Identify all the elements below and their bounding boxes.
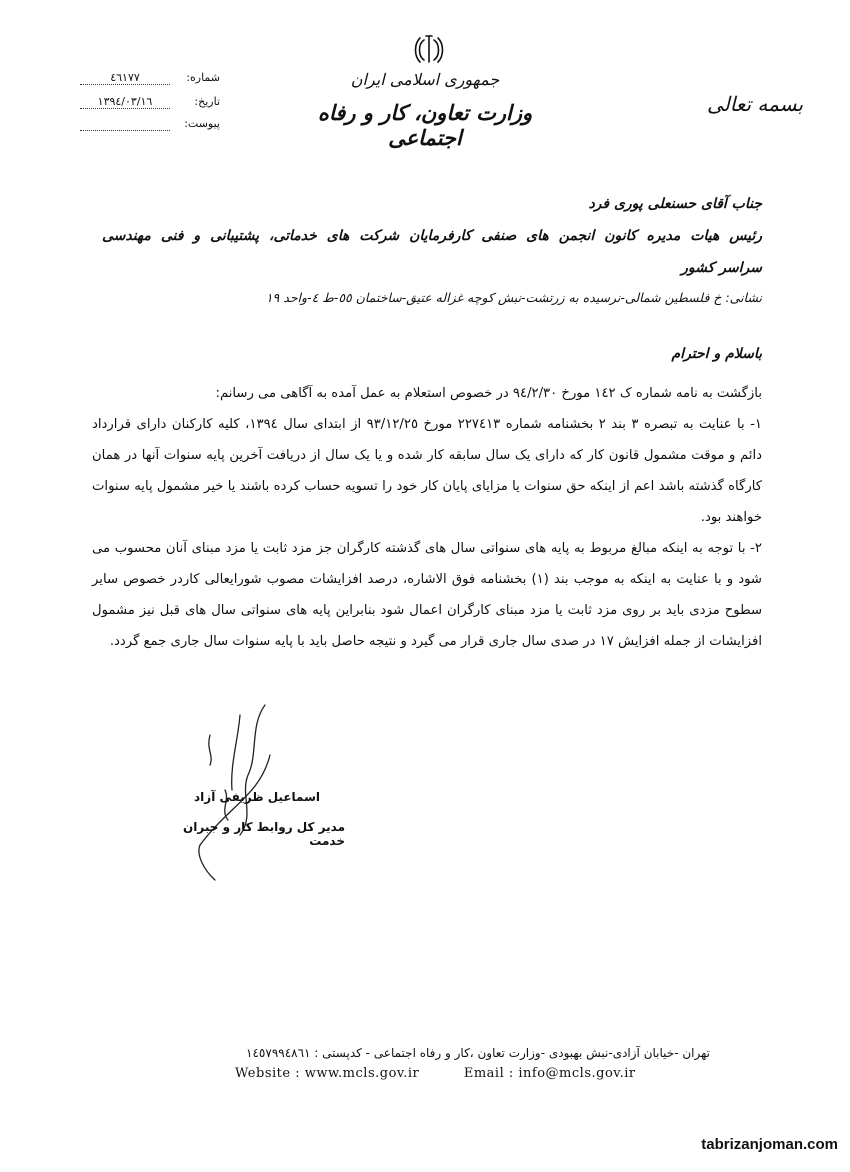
bismillah-heading: بسمه تعالی (706, 92, 804, 116)
signatory-name: اسماعیل ظریفی آزاد (194, 790, 320, 804)
addressee-address: نشانی: خ فلسطین شمالی-نرسیده به زرتشت-نبش کوچه غزاله عتیق-ساختمان ٥٥-ط ٤-واحد ١٩ (265, 290, 762, 305)
republic-name: جمهوری اسلامی ایران (350, 70, 500, 89)
letter-date (80, 95, 220, 111)
footer-contact (235, 1066, 645, 1081)
footer-email: Email : info@mcls.gov.ir (463, 1066, 636, 1081)
addressee-title: رئیس هیات مدیره کانون انجمن های صنفی کارفرمایان شرکت های خدماتی، پشتیبانی و فنی مهندسی (102, 228, 762, 244)
attachment-value (80, 117, 170, 131)
footer-website: Website : www.mcls.gov.ir (235, 1066, 420, 1081)
body-item-1: ١- با عنایت به تبصره ٣ بند ٢ بخشنامه شماره ٢٢٧٤١٣ مورخ ٩٣/١٢/٢٥ از ابتدای سال ١٣٩٤، کلیه کارکنان دارای قرارداد دائم و موقت مشمول قانون کار که دارای یک سال سابقه کار شده و یا یک سال از دریافت آخرین پایه سنوات آنها در همان کارگاه گذشته باشد اعم از اینکه حق سنوات یا مزایای پایان کار خود را تسویه حساب کرده باشند یا خیر مشمول پایه سنوات خواهند بود. (92, 417, 762, 525)
letter-number (80, 71, 220, 87)
letter-attachment (80, 117, 220, 133)
signatory-title: مدیر کل روابط کار و جبران خدمت (183, 820, 345, 848)
ministry-name: وزارت تعاون، کار و رفاه اجتماعی (317, 100, 533, 150)
greeting: باسلام و احترام (671, 346, 762, 362)
watermark: tabrizanjoman.com (701, 1136, 838, 1153)
date-value: ١٣٩٤/٠٣/١٦ (80, 95, 170, 109)
iran-emblem-icon (412, 32, 446, 66)
number-label: شماره: (186, 71, 220, 84)
body-item-2: ٢- با توجه به اینکه مبالغ مربوط به پایه های سنواتی سال های گذشته کارگران جز مزد ثابت یا مزد مبنای آنان محسوب می شود و با عنایت به اینکه به موجب بند (١) بخشنامه فوق الاشاره، درصد افزایشات مصوب شورایعالی کاردر خصوص سایر سطوح مزدی باید بر روی مزد ثابت یا مزد مبنای کارگران اعمال شود بنابراین پایه های سنواتی سال های قبل نیز مشمول افزایشات از جمله افزایش ١٧ در صدی سال جاری قرار می گیرد و نتیجه حاصل باید با پایه سنوات سال جاری جمع گردد. (92, 541, 762, 649)
addressee-name: جناب آقای حسنعلی پوری فرد (588, 196, 762, 212)
footer-address: تهران -خیابان آزادی-نبش بهبودی -وزارت تعاون ،کار و رفاه اجتماعی - کدپستی : ١٤٥٧٩٩٤٨٦١ (246, 1046, 710, 1060)
date-label: تاریخ: (194, 95, 220, 108)
letter-body (92, 378, 762, 657)
attachment-label: پیوست: (184, 117, 220, 130)
number-value: ٤٦١٧٧ (80, 71, 170, 85)
body-intro: بازگشت به نامه شماره ک ١٤٢ مورخ ٩٤/٢/٣٠ در خصوص استعلام به عمل آمده به آگاهی می رسانم: (215, 386, 762, 401)
addressee-title-continued: سراسر کشور (681, 260, 762, 276)
